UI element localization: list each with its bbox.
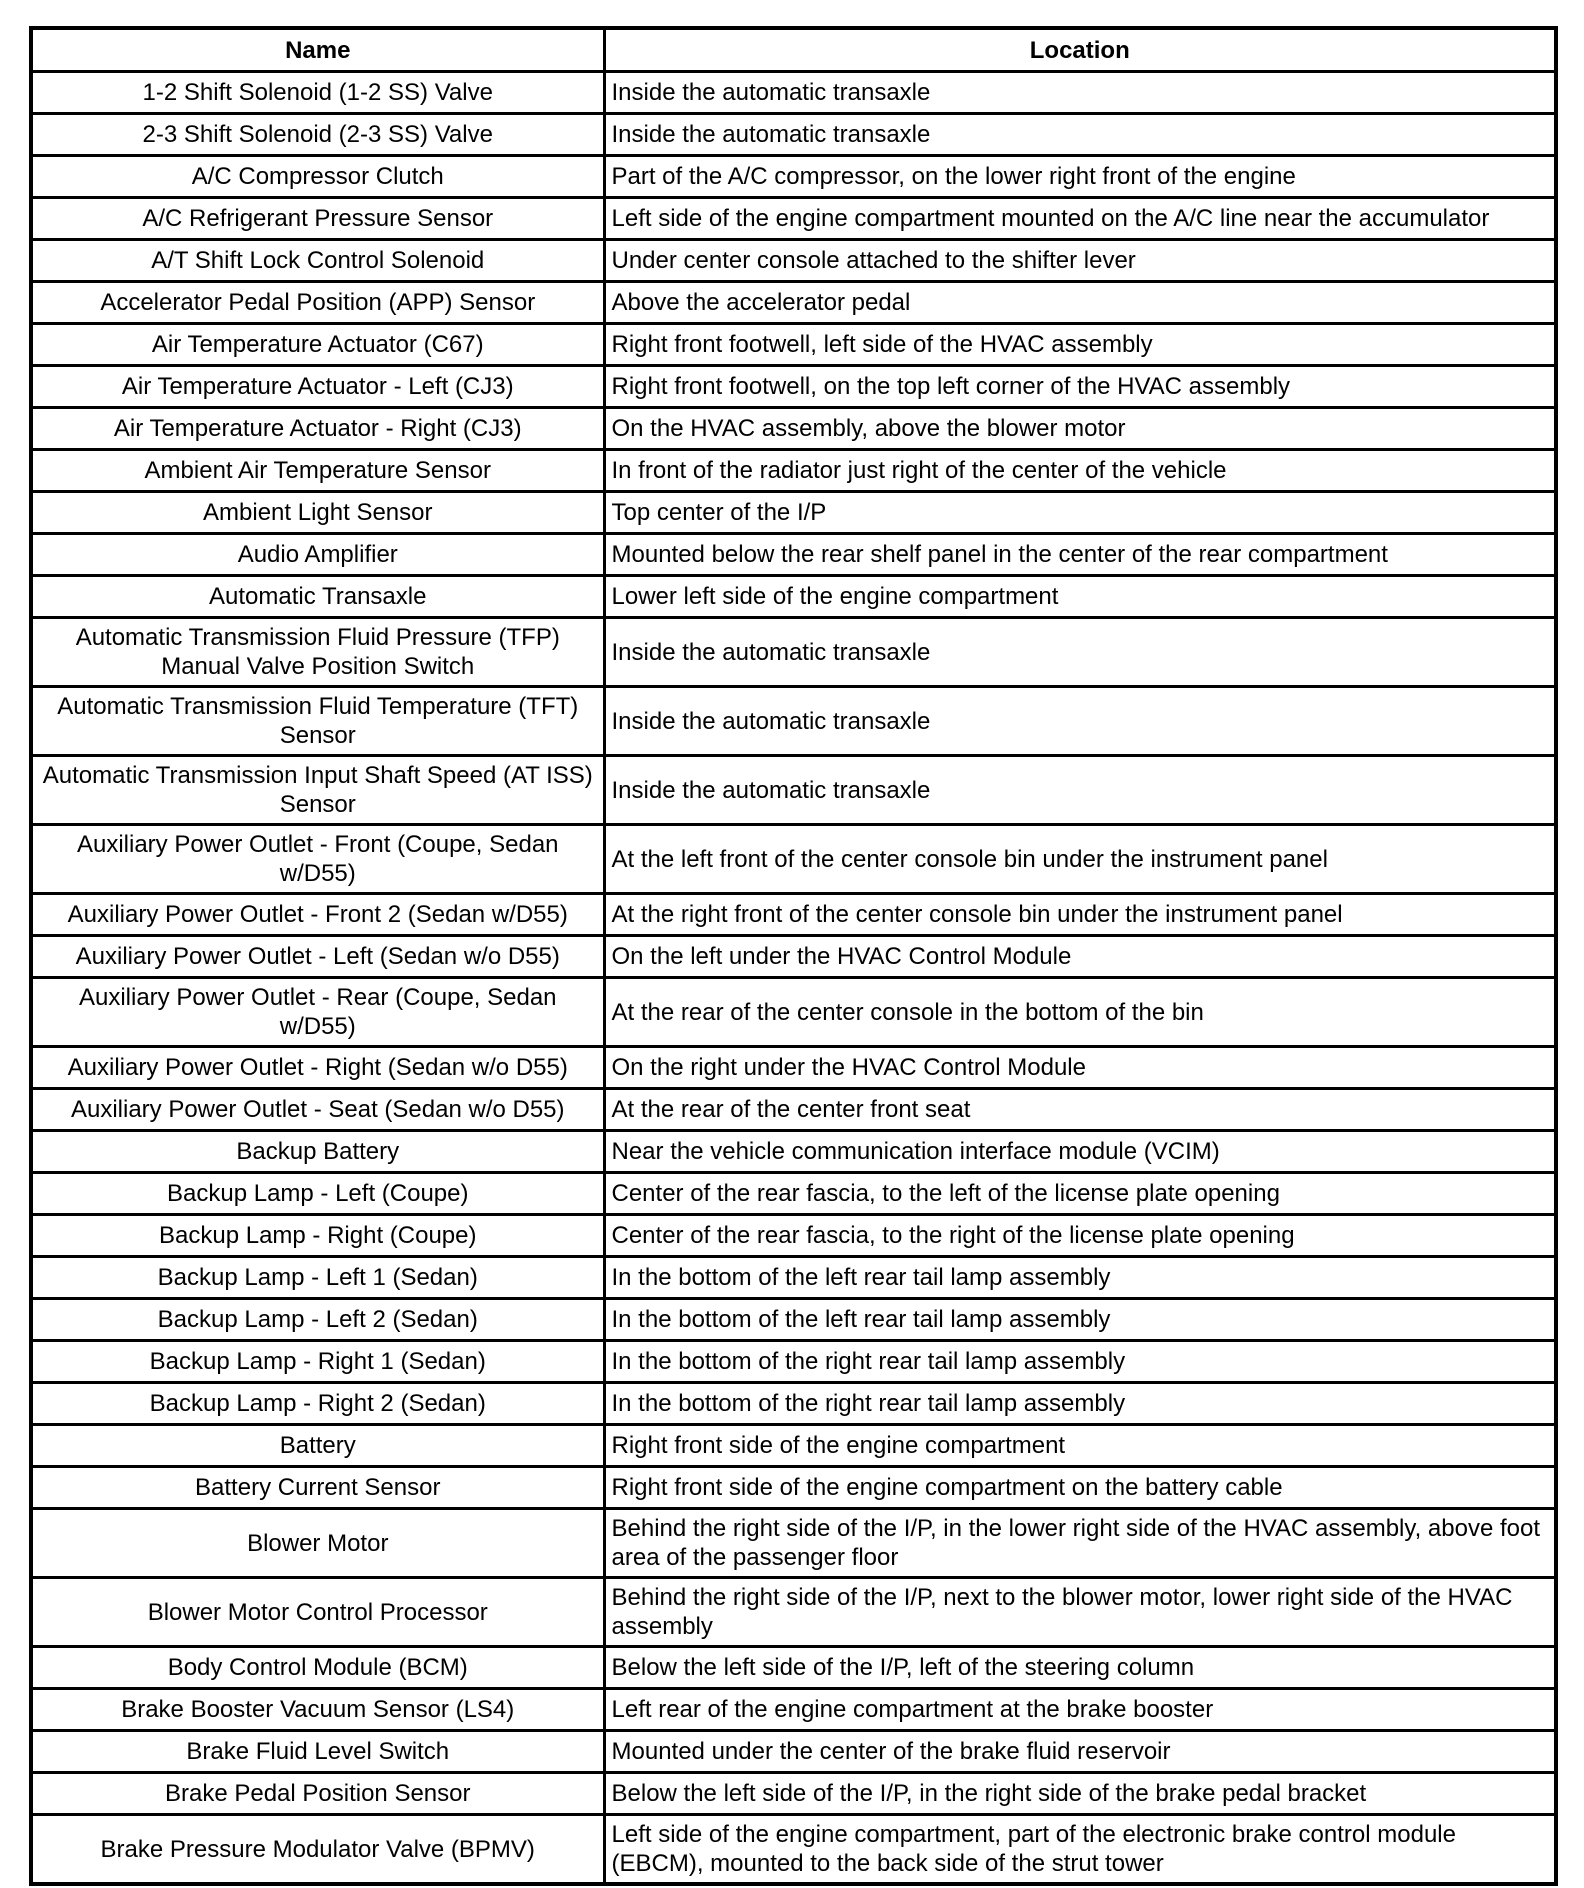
component-name: Battery Current Sensor [31,1467,604,1509]
component-location: Inside the automatic transaxle [604,618,1556,687]
component-name: Automatic Transmission Fluid Pressure (TFP) Manual Valve Position Switch [31,618,604,687]
component-name: Backup Battery [31,1131,604,1173]
component-location: Right front side of the engine compartment [604,1425,1556,1467]
table-row [31,1131,1556,1173]
component-location: Right front footwell, on the top left corner of the HVAC assembly [604,366,1556,408]
component-name: A/C Compressor Clutch [31,156,604,198]
component-location: Below the left side of the I/P, in the right side of the brake pedal bracket [604,1773,1556,1815]
component-name: Brake Pressure Modulator Valve (BPMV) [31,1815,604,1885]
component-name: Ambient Air Temperature Sensor [31,450,604,492]
component-name: A/T Shift Lock Control Solenoid [31,240,604,282]
component-name: Backup Lamp - Left 2 (Sedan) [31,1299,604,1341]
table-row [31,1215,1556,1257]
component-location: Mounted below the rear shelf panel in the center of the rear compartment [604,534,1556,576]
table-row [31,618,1556,687]
component-name: Backup Lamp - Right (Coupe) [31,1215,604,1257]
table-row [31,576,1556,618]
component-location: Lower left side of the engine compartment [604,576,1556,618]
component-location: Right front footwell, left side of the HVAC assembly [604,324,1556,366]
table-row [31,534,1556,576]
column-header-name: Name [31,28,604,72]
component-location: Right front side of the engine compartment on the battery cable [604,1467,1556,1509]
component-location: Behind the right side of the I/P, next to the blower motor, lower right side of the HVAC assembly [604,1578,1556,1647]
table-row [31,72,1556,114]
component-name: Automatic Transmission Input Shaft Speed (AT ISS) Sensor [31,756,604,825]
component-name: Blower Motor Control Processor [31,1578,604,1647]
component-location: Near the vehicle communication interface module (VCIM) [604,1131,1556,1173]
component-location: In the bottom of the left rear tail lamp assembly [604,1299,1556,1341]
column-header-location: Location [604,28,1556,72]
table-row [31,825,1556,894]
component-location: Above the accelerator pedal [604,282,1556,324]
component-name: Automatic Transaxle [31,576,604,618]
table-row [31,408,1556,450]
component-location: On the HVAC assembly, above the blower motor [604,408,1556,450]
table-row [31,1731,1556,1773]
component-name: Blower Motor [31,1509,604,1578]
component-name: Automatic Transmission Fluid Temperature (TFT) Sensor [31,687,604,756]
component-name: Brake Fluid Level Switch [31,1731,604,1773]
table-row [31,756,1556,825]
component-location: Left side of the engine compartment, part of the electronic brake control module (EBCM), mounted to the back side of the strut tower [604,1815,1556,1885]
component-location: Inside the automatic transaxle [604,72,1556,114]
component-location: At the rear of the center front seat [604,1089,1556,1131]
component-location: At the right front of the center console bin under the instrument panel [604,894,1556,936]
table-row [31,1299,1556,1341]
component-location: In the bottom of the left rear tail lamp assembly [604,1257,1556,1299]
component-name: Backup Lamp - Right 2 (Sedan) [31,1383,604,1425]
component-location: In the bottom of the right rear tail lamp assembly [604,1341,1556,1383]
component-location: Inside the automatic transaxle [604,114,1556,156]
table-header-row [31,28,1556,72]
table-row [31,1815,1556,1885]
table-row [31,1578,1556,1647]
table-row [31,936,1556,978]
component-name: Accelerator Pedal Position (APP) Sensor [31,282,604,324]
component-location: On the right under the HVAC Control Module [604,1047,1556,1089]
table-row [31,1425,1556,1467]
component-name: Brake Booster Vacuum Sensor (LS4) [31,1689,604,1731]
component-name: Auxiliary Power Outlet - Left (Sedan w/o D55) [31,936,604,978]
component-name: Backup Lamp - Left (Coupe) [31,1173,604,1215]
component-location: In front of the radiator just right of the center of the vehicle [604,450,1556,492]
component-location-table [29,26,1558,1886]
component-name: Auxiliary Power Outlet - Right (Sedan w/o D55) [31,1047,604,1089]
table-row [31,1257,1556,1299]
component-name: Body Control Module (BCM) [31,1647,604,1689]
component-location: Below the left side of the I/P, left of the steering column [604,1647,1556,1689]
component-name: Battery [31,1425,604,1467]
table-row [31,1173,1556,1215]
table-row [31,1089,1556,1131]
component-name: Backup Lamp - Left 1 (Sedan) [31,1257,604,1299]
component-name: Auxiliary Power Outlet - Seat (Sedan w/o D55) [31,1089,604,1131]
component-name: 1-2 Shift Solenoid (1-2 SS) Valve [31,72,604,114]
component-location: On the left under the HVAC Control Module [604,936,1556,978]
component-location: Inside the automatic transaxle [604,756,1556,825]
component-name: Audio Amplifier [31,534,604,576]
table-row [31,1047,1556,1089]
component-location: Left side of the engine compartment mounted on the A/C line near the accumulator [604,198,1556,240]
table-row [31,894,1556,936]
table-row [31,156,1556,198]
component-name: Auxiliary Power Outlet - Front (Coupe, Sedan w/D55) [31,825,604,894]
table-row [31,114,1556,156]
component-location: In the bottom of the right rear tail lamp assembly [604,1383,1556,1425]
component-location: Part of the A/C compressor, on the lower right front of the engine [604,156,1556,198]
table-row [31,324,1556,366]
table-row [31,1773,1556,1815]
component-name: Auxiliary Power Outlet - Rear (Coupe, Sedan w/D55) [31,978,604,1047]
component-name: 2-3 Shift Solenoid (2-3 SS) Valve [31,114,604,156]
component-location: Center of the rear fascia, to the left of the license plate opening [604,1173,1556,1215]
table-row [31,1383,1556,1425]
table-row [31,240,1556,282]
component-name: Air Temperature Actuator (C67) [31,324,604,366]
component-location: Mounted under the center of the brake fluid reservoir [604,1731,1556,1773]
component-location: Left rear of the engine compartment at the brake booster [604,1689,1556,1731]
component-location: Center of the rear fascia, to the right of the license plate opening [604,1215,1556,1257]
component-location: At the left front of the center console bin under the instrument panel [604,825,1556,894]
table-row [31,450,1556,492]
table-row [31,198,1556,240]
table-row [31,1509,1556,1578]
component-location: Under center console attached to the shifter lever [604,240,1556,282]
component-location: Inside the automatic transaxle [604,687,1556,756]
component-name: Air Temperature Actuator - Left (CJ3) [31,366,604,408]
table-row [31,492,1556,534]
component-location: Behind the right side of the I/P, in the lower right side of the HVAC assembly, above foot area of the passenger floor [604,1509,1556,1578]
component-name: Backup Lamp - Right 1 (Sedan) [31,1341,604,1383]
component-name: Brake Pedal Position Sensor [31,1773,604,1815]
table-row [31,1341,1556,1383]
component-name: Auxiliary Power Outlet - Front 2 (Sedan w/D55) [31,894,604,936]
component-location: At the rear of the center console in the bottom of the bin [604,978,1556,1047]
table-row [31,366,1556,408]
component-location: Top center of the I/P [604,492,1556,534]
component-name: Ambient Light Sensor [31,492,604,534]
table-row [31,1467,1556,1509]
table-row [31,1647,1556,1689]
component-name: A/C Refrigerant Pressure Sensor [31,198,604,240]
table-row [31,282,1556,324]
table-row [31,978,1556,1047]
table-row [31,687,1556,756]
component-name: Air Temperature Actuator - Right (CJ3) [31,408,604,450]
table-row [31,1689,1556,1731]
